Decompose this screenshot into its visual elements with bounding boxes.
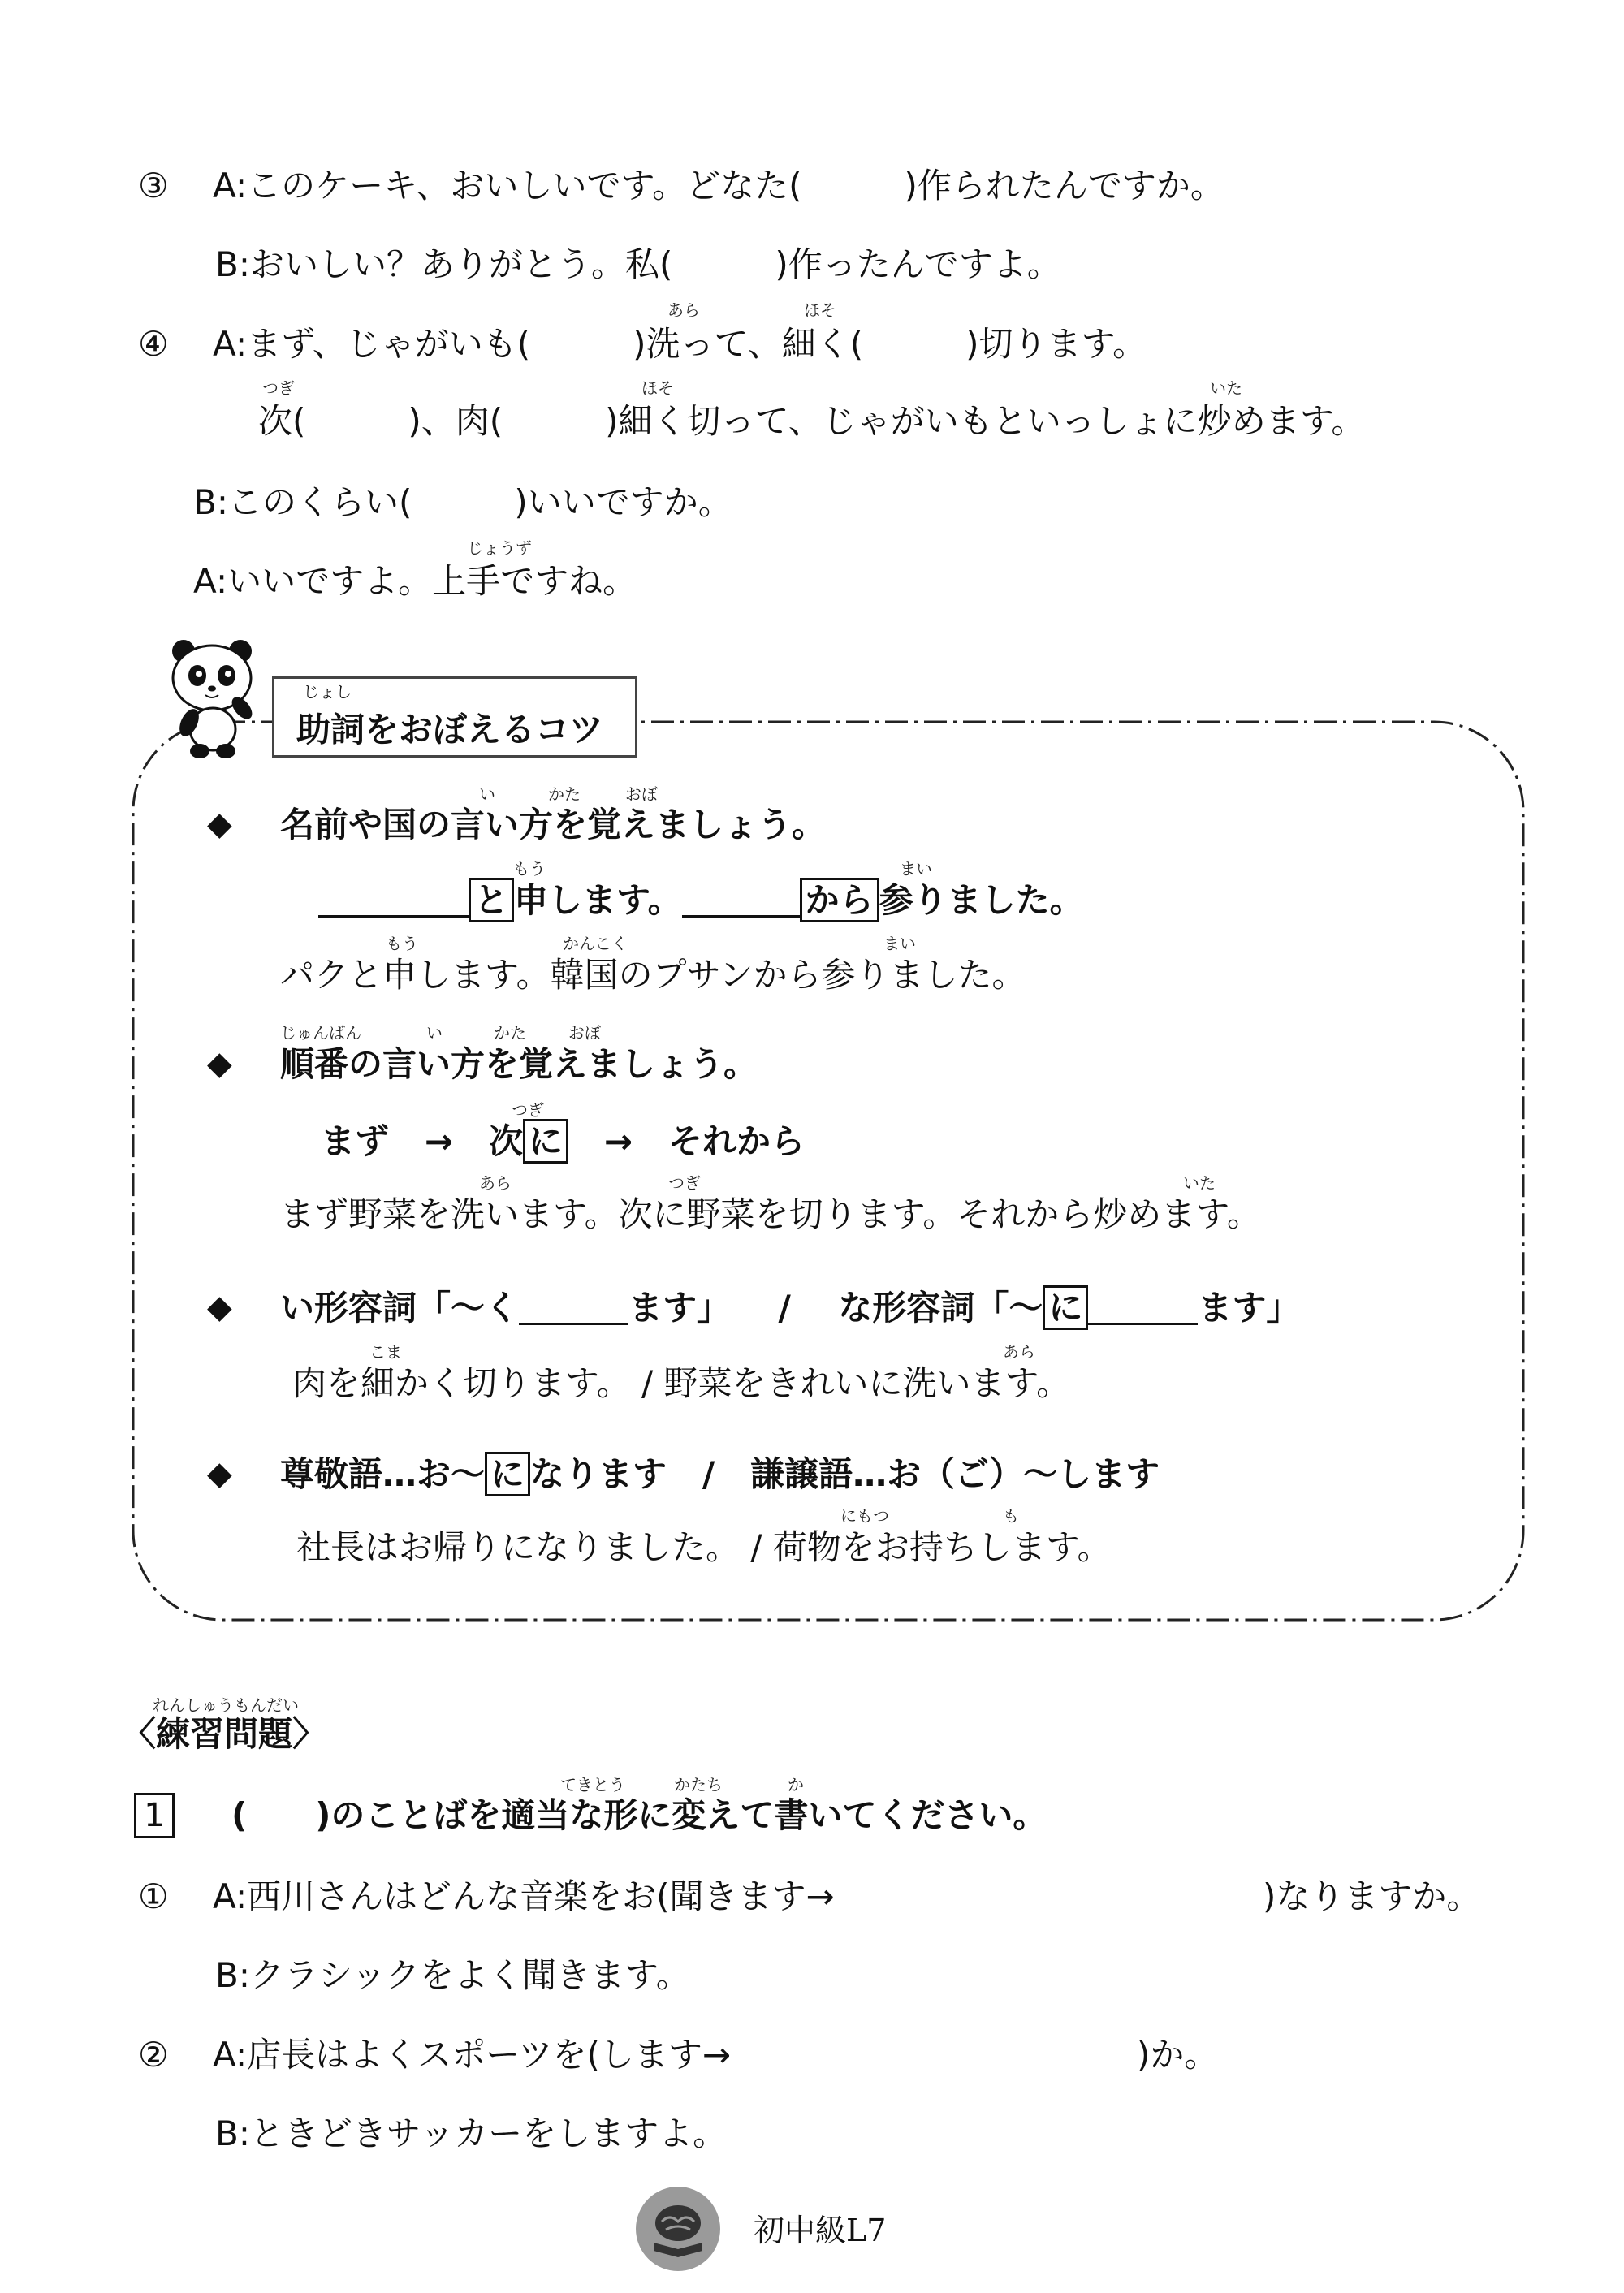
practice-q1-line-a: A:西川さんはどんな音楽をお(聞きます→ (213, 1876, 835, 1916)
tip1-pattern-ruby-1: もう (513, 859, 546, 879)
q4-a3-ruby: じょうず (467, 538, 532, 558)
tip1-text-2: 参りました。 (879, 880, 1084, 920)
diamond-bullet-icon: ◆ (207, 1289, 232, 1326)
diamond-bullet-icon: ◆ (207, 805, 232, 843)
tip2-particle-ni: に (523, 1119, 568, 1164)
tip1-title-ruby-2: かた (548, 784, 581, 804)
tip3-example-ruby-2: あら (1003, 1342, 1035, 1362)
tip2-word-sorekara: それから (667, 1121, 805, 1161)
tips-heading: 助詞をおぼえるコツ (296, 710, 604, 749)
practice-q2-number: ② (138, 2035, 169, 2075)
q4-line-b: B:このくらい( )いいですか。 (193, 482, 732, 522)
diamond-bullet-icon: ◆ (207, 1045, 232, 1082)
practice-q2-line-a: A:店長はよくスポーツを(します→ (213, 2035, 732, 2075)
q3-number: ③ (138, 166, 169, 205)
q3-line-a: A:このケーキ、おいしいです。どなた( )作られたんですか。 (213, 166, 1224, 205)
tip1-example-ruby-1: もう (386, 934, 418, 953)
tip1-title-ruby-3: おぼ (625, 784, 658, 804)
tip3-title-b: ます」 (628, 1288, 732, 1328)
q4-a2-ruby-1: つぎ (262, 378, 295, 398)
tip2-title-ruby-4: おぼ (568, 1023, 601, 1043)
tip4-example-ruby-1: にもつ (840, 1506, 889, 1526)
brain-book-logo-icon (633, 2184, 723, 2274)
tip1-pattern-ruby-2: まい (900, 859, 932, 879)
tip2-example-ruby-1: あら (479, 1173, 512, 1193)
tip2-pattern (321, 1121, 805, 1161)
tip2-example-ruby-3: いた (1183, 1173, 1216, 1193)
q4-a1-ruby-2: ほそ (804, 300, 836, 320)
tip4-title (280, 1454, 1160, 1494)
q4-number: ④ (138, 324, 169, 364)
tip4-title-b: なります (530, 1454, 667, 1494)
tip3-title-c: な形容詞「～ (838, 1288, 1043, 1328)
practice-q1-line-b: B:クラシックをよく聞きます。 (215, 1955, 690, 1995)
practice-heading-ruby: れんしゅうもんだい (153, 1695, 299, 1715)
tip2-title: 順番の言い方を覚えましょう。 (280, 1044, 758, 1084)
q4-line-a2: 次( )、肉( )細く切って、じゃがいもといっしょに炒めます。 (258, 401, 1366, 441)
diamond-bullet-icon: ◆ (207, 1455, 232, 1492)
instruction-ruby-2: かたち (674, 1775, 723, 1794)
q4-line-a1: A:まず、じゃがいも( )洗って、細く( )切ります。 (213, 324, 1147, 364)
q3-line-b: B:おいしい？ありがとう。私( )作ったんですよ。 (215, 244, 1061, 284)
practice-q1-number: ① (138, 1876, 169, 1916)
tip2-pattern-ruby: つぎ (512, 1100, 544, 1120)
tip4-separator: / (702, 1454, 715, 1494)
tip3-separator: / (778, 1288, 791, 1328)
tip4-example-ruby-2: も (1003, 1506, 1019, 1526)
tips-heading-ruby: じょし (303, 682, 352, 702)
q4-line-a3: A:いいですよ。上手ですね。 (193, 561, 637, 601)
tips-heading-box (272, 676, 637, 758)
arrow-right-icon: → (603, 1121, 633, 1161)
panda-icon (161, 633, 268, 759)
instruction-ruby-1: てきとう (560, 1775, 625, 1794)
tip3-blank-2 (1088, 1293, 1198, 1325)
tip3-title-d: ます」 (1198, 1288, 1301, 1328)
tip3-example: 肉を細かく切ります。 / 野菜をきれいに洗います。 (292, 1363, 1071, 1403)
q4-a2-ruby-2: ほそ (641, 378, 674, 398)
tip1-example-ruby-3: まい (883, 934, 916, 953)
tip1-title: 名前や国の言い方を覚えましょう。 (280, 805, 827, 844)
instruction: ( )のことばを適当な形に変えて書いてください。 (231, 1795, 1047, 1835)
practice-q2-line-a-end: )か。 (1137, 2035, 1219, 2075)
tip1-title-ruby-1: い (479, 784, 495, 804)
tip4-title-a: 尊敬語…お～ (280, 1454, 486, 1494)
tip2-title-ruby-3: かた (494, 1023, 526, 1043)
tip1-pattern (318, 880, 1084, 920)
tip3-blank-1 (519, 1293, 628, 1325)
tip1-particle-to: と (469, 878, 514, 922)
practice-q2-line-b: B:ときどきサッカーをしますよ。 (215, 2114, 728, 2153)
instruction-ruby-3: か (788, 1775, 804, 1794)
tip4-particle-ni: に (485, 1452, 530, 1496)
arrow-right-icon: → (424, 1121, 454, 1161)
tip3-title-a: い形容詞「～く (280, 1288, 520, 1328)
tip3-example-ruby-1: こま (369, 1342, 402, 1362)
tip2-title-ruby-2: い (426, 1023, 443, 1043)
tip1-text-1: 申します。 (514, 880, 682, 920)
practice-heading: 〈練習問題〉 (122, 1714, 327, 1754)
tip3-particle-ni: に (1043, 1285, 1088, 1330)
tip2-word-mazu: まず (321, 1121, 390, 1161)
question-number-box: 1 (134, 1793, 175, 1838)
tip1-blank-1 (318, 886, 469, 918)
tip1-example: パクと申します。韓国のプサンから参りました。 (280, 955, 1026, 995)
tip1-blank-2 (682, 886, 800, 918)
tip4-title-c: 謙譲語…お（ご）～します (750, 1454, 1160, 1494)
tip4-example: 社長はお帰りになりました。 / 荷物をお持ちします。 (296, 1527, 1112, 1567)
q4-a2-ruby-3: いた (1210, 378, 1242, 398)
tip2-example: まず野菜を洗います。次に野菜を切ります。それから炒めます。 (280, 1194, 1261, 1234)
practice-q1-line-a-end: )なりますか。 (1263, 1876, 1481, 1916)
tip2-title-ruby-1: じゅんばん (280, 1023, 361, 1043)
tip2-word-tsugi: 次 (488, 1121, 523, 1161)
footer-level: 初中級L7 (754, 2213, 887, 2248)
tip1-example-ruby-2: かんこく (563, 934, 628, 953)
q4-a1-ruby-1: あら (667, 300, 700, 320)
tip3-title (280, 1288, 1301, 1328)
tip2-example-ruby-2: つぎ (668, 1173, 701, 1193)
tip1-particle-kara: から (800, 878, 879, 922)
